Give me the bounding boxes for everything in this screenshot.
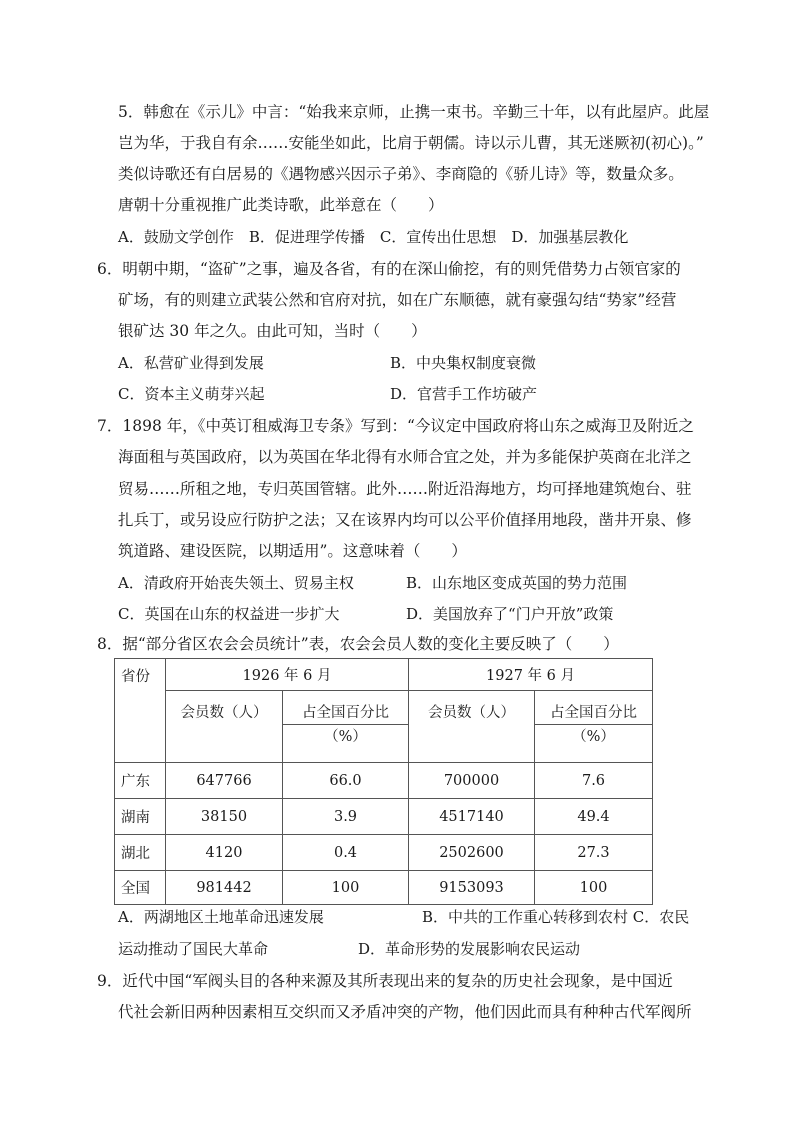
- q6-option-a: A．私营矿业得到发展: [118, 354, 264, 372]
- q7-option-c: C．英国在山东的权益进一步扩大: [118, 605, 340, 623]
- q8-stem: 8．据“部分省区农会会员统计”表，农会会员人数的变化主要反映了（ ）: [97, 635, 619, 653]
- pct-1927-cell: 49.4: [535, 799, 653, 835]
- province-cell: 全国: [115, 871, 166, 905]
- members-header-1927: 会员数（人）: [409, 691, 535, 763]
- pct-unit-1927: （%）: [535, 725, 653, 763]
- pct-1926-cell: 0.4: [283, 835, 409, 871]
- q7-line-2: 海面租与英国政府，以为英国在华北得有水师合宜之处，并为多能保护英商在北洋之: [118, 448, 692, 466]
- q5-line-2: 岂为华，于我自有余……安能坐如此，比肩于朝儒。诗以示儿曹，其无迷厥初(初心)。”: [118, 134, 704, 152]
- q7-line-1: 7．1898 年，《中英订租威海卫专条》写到：“今议定中国政府将山东之威海卫及附近之: [97, 417, 694, 435]
- q5-options: A．鼓励文学创作 B．促进理学传播 C．宣传出仕思想 D．加强基层教化: [118, 228, 629, 246]
- table-row: [115, 799, 653, 835]
- year-1927-header: 1927 年 6 月: [409, 659, 653, 691]
- province-cell: 广东: [115, 763, 166, 799]
- members-1926-cell: 647766: [166, 763, 283, 799]
- members-1926-cell: 981442: [166, 871, 283, 905]
- q8-option-b-c: B．中共的工作重心转移到农村 C．农民: [422, 908, 690, 926]
- members-1926-cell: 4120: [166, 835, 283, 871]
- q8-option-d: D．革命形势的发展影响农民运动: [358, 940, 581, 958]
- year-1926-header: 1926 年 6 月: [166, 659, 409, 691]
- pct-1926-cell: 100: [283, 871, 409, 905]
- q6-line-3: 银矿达 30 年之久。由此可知，当时（ ）: [118, 322, 427, 340]
- province-cell: 湖南: [115, 799, 166, 835]
- table-corner-header: 省份: [115, 659, 166, 763]
- pct-1927-cell: 7.6: [535, 763, 653, 799]
- q8-option-c-cont: 运动推动了国民大革命: [118, 940, 269, 958]
- q9-line-2: 代社会新旧两种因素相互交织而又矛盾冲突的产物，他们因此而具有种种古代军阀所: [118, 1003, 692, 1021]
- members-header-1926: 会员数（人）: [166, 691, 283, 763]
- q8-option-a: A．两湖地区土地革命迅速发展: [118, 908, 324, 926]
- q7-line-5: 筑道路、建设医院，以期适用”。这意味着（ ）: [118, 542, 467, 560]
- q5-line-1: 5．韩愈在《示儿》中言：“始我来京师，止携一束书。辛勤三十年，以有此屋庐。此屋: [118, 103, 710, 121]
- q7-line-4: 扎兵丁，或另设应行防护之法；又在该界内均可以公平价值择用地段，凿井开泉、修: [118, 511, 692, 529]
- province-cell: 湖北: [115, 835, 166, 871]
- members-1926-cell: 38150: [166, 799, 283, 835]
- table-row: [115, 835, 653, 871]
- q5-line-3: 类似诗歌还有白居易的《遇物感兴因示子弟》、李商隐的《骄儿诗》等，数量众多。: [118, 165, 684, 183]
- q7-option-d: D．美国放弃了“门户开放”政策: [406, 605, 614, 623]
- q6-option-c: C．资本主义萌芽兴起: [118, 385, 265, 403]
- pct-header-1927: 占全国百分比: [535, 691, 653, 725]
- pct-1926-cell: 66.0: [283, 763, 409, 799]
- pct-1927-cell: 27.3: [535, 835, 653, 871]
- pct-header-1926: 占全国百分比: [283, 691, 409, 725]
- q5-line-4: 唐朝十分重视推广此类诗歌，此举意在（ ）: [118, 196, 444, 214]
- table-row: [115, 763, 653, 799]
- pct-unit-1926: （%）: [283, 725, 409, 763]
- members-1927-cell: 9153093: [409, 871, 535, 905]
- q6-option-d: D．官营手工作坊破产: [390, 385, 538, 403]
- q6-option-b: B．中央集权制度衰微: [390, 354, 537, 372]
- q7-option-a: A．清政府开始丧失领土、贸易主权: [118, 574, 354, 592]
- q7-line-3: 贸易……所租之地，专归英国管辖。此外……附近沿海地方，均可择地建筑炮台、驻: [118, 480, 692, 498]
- pct-1926-cell: 3.9: [283, 799, 409, 835]
- q9-line-1: 9．近代中国“军阀头目的各种来源及其所表现出来的复杂的历史社会现象，是中国近: [97, 972, 673, 990]
- q7-option-b: B．山东地区变成英国的势力范围: [406, 574, 628, 592]
- members-1927-cell: 4517140: [409, 799, 535, 835]
- members-1927-cell: 700000: [409, 763, 535, 799]
- q6-line-2: 矿场，有的则建立武装公然和官府对抗，如在广东顺德，就有豪强勾结“势家”经营: [118, 291, 677, 309]
- q6-line-1: 6．明朝中期，“盗矿”之事，遍及各省，有的在深山偷挖，有的则凭借势力占领官家的: [97, 260, 681, 278]
- farmers-association-table: [114, 658, 653, 905]
- table-row: [115, 871, 653, 905]
- members-1927-cell: 2502600: [409, 835, 535, 871]
- pct-1927-cell: 100: [535, 871, 653, 905]
